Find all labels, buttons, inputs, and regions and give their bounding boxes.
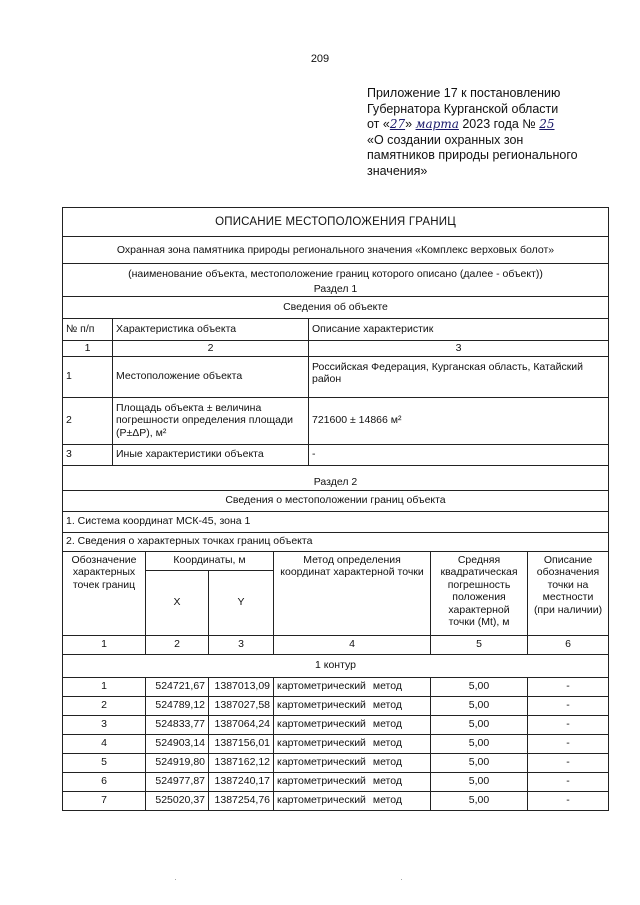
point-description: - bbox=[528, 753, 609, 772]
row-num: 2 bbox=[63, 397, 113, 444]
annex-line: памятников природы регионального bbox=[367, 148, 578, 162]
section1-subtitle: Сведения об объекте bbox=[63, 297, 609, 319]
point-number: 3 bbox=[63, 715, 146, 734]
point-number: 1 bbox=[63, 677, 146, 696]
header-y: Y bbox=[209, 570, 274, 635]
row-description: - bbox=[309, 444, 609, 465]
point-error: 5,00 bbox=[431, 791, 528, 810]
annex-line: Приложение 17 к постановлению bbox=[367, 86, 561, 100]
section1-table bbox=[62, 207, 609, 552]
table-row bbox=[63, 696, 609, 715]
table-row bbox=[63, 715, 609, 734]
contour-label: 1 контур bbox=[63, 654, 609, 677]
header-method: Метод определения координат характерной точки bbox=[274, 551, 431, 635]
header-characteristic: Характеристика объекта bbox=[113, 319, 309, 341]
point-description: - bbox=[528, 715, 609, 734]
page-number: 209 bbox=[310, 53, 330, 65]
row-characteristic: Иные характеристики объекта bbox=[113, 444, 309, 465]
row-characteristic: Местоположение объекта bbox=[113, 356, 309, 397]
point-method: картометрический метод bbox=[274, 791, 431, 810]
point-y: 1387013,09 bbox=[209, 677, 274, 696]
annex-line: значения» bbox=[367, 163, 428, 178]
point-x: 524919,80 bbox=[146, 753, 209, 772]
point-y: 1387156,01 bbox=[209, 734, 274, 753]
annex-header bbox=[367, 86, 627, 179]
point-description: - bbox=[528, 696, 609, 715]
annex-line: «О создании охранных зон bbox=[367, 132, 524, 147]
point-error: 5,00 bbox=[431, 715, 528, 734]
col-number: 1 bbox=[63, 635, 146, 654]
header-point-description: Описание обозначения точки на местности (при наличии) bbox=[528, 551, 609, 635]
object-caption: (наименование объекта, местоположение границ которого описано (далее - объект)) bbox=[63, 264, 609, 282]
handwritten-month: марта bbox=[415, 117, 459, 131]
header-error: Средняя квадратическая погрешность положения характерной точки (Mt), м bbox=[431, 551, 528, 635]
point-y: 1387254,76 bbox=[209, 791, 274, 810]
scan-mark: · bbox=[400, 874, 403, 884]
section1-title: Раздел 1 bbox=[63, 282, 609, 297]
col-number: 3 bbox=[309, 341, 609, 357]
points-table bbox=[62, 551, 609, 811]
col-number: 2 bbox=[113, 341, 309, 357]
section2-title: Раздел 2 bbox=[63, 465, 609, 490]
point-method: картометрический метод bbox=[274, 696, 431, 715]
col-number: 2 bbox=[146, 635, 209, 654]
header-num: № п/п bbox=[63, 319, 113, 341]
point-method: картометрический метод bbox=[274, 772, 431, 791]
col-number: 5 bbox=[431, 635, 528, 654]
point-y: 1387162,12 bbox=[209, 753, 274, 772]
point-number: 2 bbox=[63, 696, 146, 715]
point-x: 524977,87 bbox=[146, 772, 209, 791]
annex-date-line: от «27» марта 2023 года № 25 bbox=[367, 117, 555, 131]
point-error: 5,00 bbox=[431, 734, 528, 753]
point-number: 4 bbox=[63, 734, 146, 753]
coordinate-system: 1. Система координат МСК-45, зона 1 bbox=[63, 511, 609, 532]
row-characteristic: Площадь объекта ± величина погрешности определения площади (P±ΔP), м² bbox=[113, 397, 309, 444]
header-description: Описание характеристик bbox=[309, 319, 609, 341]
row-num: 3 bbox=[63, 444, 113, 465]
boundary-description bbox=[62, 207, 608, 811]
point-y: 1387064,24 bbox=[209, 715, 274, 734]
handwritten-day: 27 bbox=[389, 117, 406, 131]
header-designation: Обозначение характерных точек границ bbox=[63, 551, 146, 635]
point-x: 524903,14 bbox=[146, 734, 209, 753]
table-row bbox=[63, 791, 609, 810]
point-number: 6 bbox=[63, 772, 146, 791]
header-coordinates: Координаты, м bbox=[146, 551, 274, 570]
section2-subtitle: Сведения о местоположении границ объекта bbox=[63, 490, 609, 511]
point-method: картометрический метод bbox=[274, 753, 431, 772]
col-number: 3 bbox=[209, 635, 274, 654]
handwritten-number: 25 bbox=[539, 117, 555, 131]
point-x: 524833,77 bbox=[146, 715, 209, 734]
point-error: 5,00 bbox=[431, 696, 528, 715]
row-description: Российская Федерация, Курганская область, Катайский район bbox=[309, 356, 609, 397]
point-error: 5,00 bbox=[431, 772, 528, 791]
table-row bbox=[63, 734, 609, 753]
point-number: 5 bbox=[63, 753, 146, 772]
header-x: X bbox=[146, 570, 209, 635]
point-method: картометрический метод bbox=[274, 677, 431, 696]
point-description: - bbox=[528, 677, 609, 696]
points-title: 2. Сведения о характерных точках границ объекта bbox=[63, 532, 609, 551]
point-x: 524789,12 bbox=[146, 696, 209, 715]
col-number: 6 bbox=[528, 635, 609, 654]
col-number: 1 bbox=[63, 341, 113, 357]
point-x: 525020,37 bbox=[146, 791, 209, 810]
scan-mark: · bbox=[174, 874, 177, 884]
row-num: 1 bbox=[63, 356, 113, 397]
object-name: Охранная зона памятника природы регионального значения «Комплекс верховых болот» bbox=[63, 237, 609, 264]
table-row bbox=[63, 772, 609, 791]
point-method: картометрический метод bbox=[274, 715, 431, 734]
point-error: 5,00 bbox=[431, 753, 528, 772]
point-y: 1387240,17 bbox=[209, 772, 274, 791]
point-x: 524721,67 bbox=[146, 677, 209, 696]
point-method: картометрический метод bbox=[274, 734, 431, 753]
point-description: - bbox=[528, 734, 609, 753]
annex-line: Губернатора Курганской области bbox=[367, 101, 559, 116]
point-number: 7 bbox=[63, 791, 146, 810]
row-description: 721600 ± 14866 м² bbox=[309, 397, 609, 444]
col-number: 4 bbox=[274, 635, 431, 654]
document-title: ОПИСАНИЕ МЕСТОПОЛОЖЕНИЯ ГРАНИЦ bbox=[63, 208, 609, 237]
table-row bbox=[63, 753, 609, 772]
point-y: 1387027,58 bbox=[209, 696, 274, 715]
point-description: - bbox=[528, 772, 609, 791]
table-row bbox=[63, 677, 609, 696]
point-description: - bbox=[528, 791, 609, 810]
point-error: 5,00 bbox=[431, 677, 528, 696]
